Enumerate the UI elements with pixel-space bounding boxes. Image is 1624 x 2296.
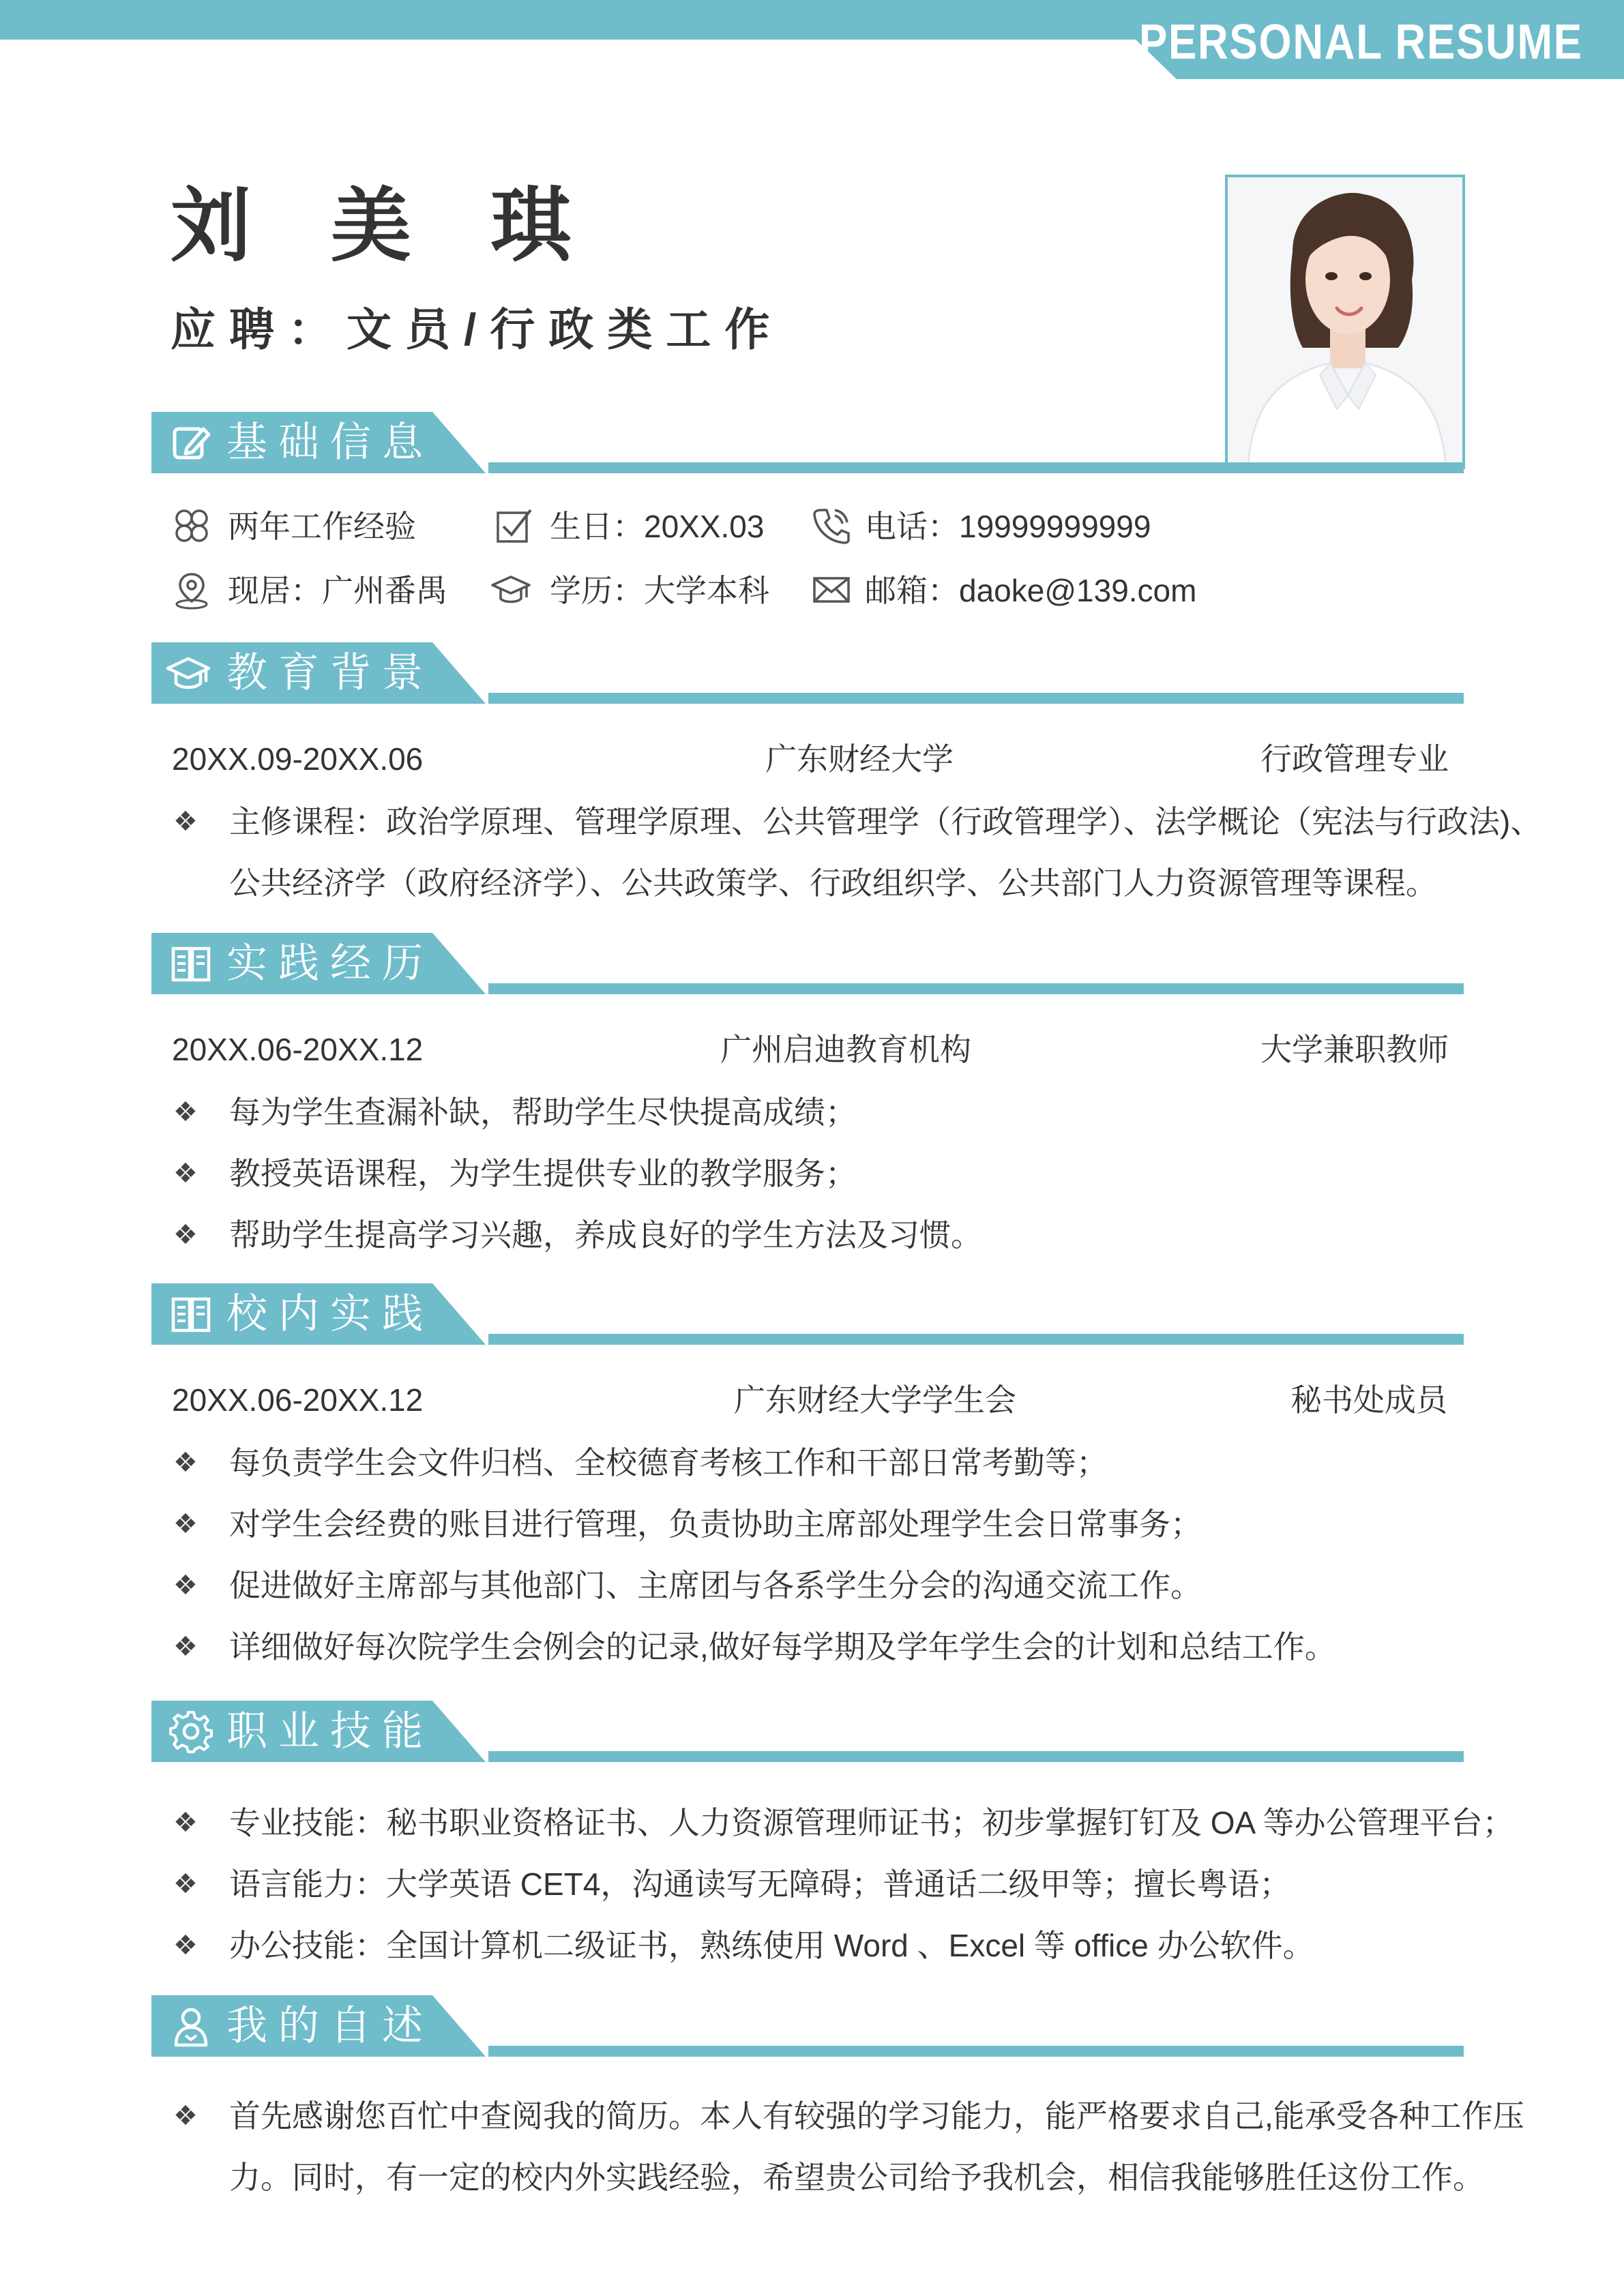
practice-item-1: 每为学生查漏补缺，帮助学生尽快提高成绩； [229, 1094, 857, 1130]
section-title-campus: 校内实践 [226, 1291, 434, 1337]
bullet-icon: ❖ [173, 1097, 198, 1127]
job-objective [171, 293, 783, 358]
section-underline-basic [488, 462, 1464, 473]
campus-role: 秘书处成员 [1290, 1382, 1447, 1418]
candidate-name: 刘 美 琪 [171, 181, 600, 271]
section-underline-campus [488, 1334, 1464, 1345]
campus-date: 20XX.06-20XX.12 [172, 1382, 424, 1418]
bullet-icon: ❖ [173, 1570, 198, 1600]
phone-icon [812, 506, 851, 546]
banner-title: PERSONAL RESUME [1139, 15, 1583, 70]
info-email: 邮箱：daoke@139.com [865, 573, 1197, 608]
education-courses-line-2: 公共经济学（政府经济学）、公共政策学、行政组织学、公共部门人力资源管理等课程。 [229, 865, 1437, 901]
info-phone: 电话：19999999999 [865, 509, 1151, 544]
section-title-basic: 基础信息 [226, 419, 434, 465]
info-experience: 两年工作经验 [228, 509, 416, 544]
checkbox-icon [494, 506, 533, 546]
education-date: 20XX.09-20XX.06 [172, 741, 424, 777]
section-title-skills: 职业技能 [226, 1708, 434, 1754]
practice-role: 大学兼职教师 [1260, 1032, 1449, 1067]
bullet-icon: ❖ [173, 807, 198, 837]
clover-icon [172, 506, 211, 546]
section-title-education: 教育背景 [226, 650, 434, 696]
bullet-icon: ❖ [173, 1869, 198, 1899]
bullet-icon: ❖ [173, 1509, 198, 1539]
bullet-icon: ❖ [173, 1220, 198, 1250]
section-title-about: 我的自述 [226, 2003, 434, 2048]
job-objective-value: 文员/行政类工作 [346, 304, 784, 355]
graduation-cap-icon [166, 652, 210, 696]
skills-item-2: 语言能力：大学英语 CET4，沟通读写无障碍；普通话二级甲等；擅长粤语； [229, 1866, 1291, 1902]
bullet-icon: ❖ [173, 1632, 198, 1662]
person-icon [169, 2004, 213, 2048]
edit-icon [169, 421, 213, 464]
section-underline-about [488, 2046, 1464, 2057]
section-underline-practice [488, 983, 1464, 994]
about-line-1: 首先感谢您百忙中查阅我的简历。本人有较强的学习能力，能严格要求自己,能承受各种工作压 [229, 2098, 1524, 2134]
skills-item-3: 办公技能：全国计算机二级证书，熟练使用 Word 、Excel 等 office 办公软件。 [229, 1928, 1314, 1963]
info-education: 学历：大学本科 [550, 573, 769, 608]
campus-item-1: 每负责学生会文件归档、全校德育考核工作和干部日常考勤等； [229, 1445, 1108, 1480]
campus-item-4: 详细做好每次院学生会例会的记录,做好每学期及学年学生会的计划和总结工作。 [229, 1629, 1336, 1665]
campus-item-3: 促进做好主席部与其他部门、主席团与各系学生分会的沟通交流工作。 [229, 1568, 1202, 1603]
info-birthday: 生日：20XX.03 [550, 509, 765, 544]
about-line-2: 力。同时，有一定的校内外实践经验，希望贵公司给予我机会，相信我能够胜任这份工作。 [229, 2160, 1484, 2195]
education-school: 广东财经大学 [765, 741, 954, 777]
practice-item-3: 帮助学生提高学习兴趣，养成良好的学生方法及习惯。 [229, 1217, 982, 1253]
bullet-icon: ❖ [173, 2101, 198, 2131]
bullet-icon: ❖ [173, 1159, 198, 1189]
section-title-practice: 实践经历 [226, 940, 434, 986]
practice-org: 广州启迪教育机构 [720, 1032, 971, 1067]
graduation-cap-icon [491, 570, 531, 610]
practice-item-2: 教授英语课程，为学生提供专业的教学服务； [229, 1156, 857, 1191]
bullet-icon: ❖ [173, 1930, 198, 1960]
skills-item-1: 专业技能：秘书职业资格证书、人力资源管理师证书；初步掌握钉钉及 OA 等办公管理平台； [229, 1805, 1514, 1840]
location-icon [172, 570, 211, 610]
practice-date: 20XX.06-20XX.12 [172, 1032, 424, 1067]
campus-org: 广东财经大学学生会 [734, 1382, 1016, 1418]
education-courses-line-1: 主修课程：政治学原理、管理学原理、公共管理学（行政管理学）、法学概论（宪法与行政法)、 [229, 804, 1542, 839]
bullet-icon: ❖ [173, 1808, 198, 1838]
info-location: 现居：广州番禺 [228, 573, 447, 608]
book-icon [169, 1292, 213, 1336]
bullet-icon: ❖ [173, 1448, 198, 1478]
section-underline-skills [488, 1751, 1464, 1762]
section-underline-education [488, 693, 1464, 704]
education-major: 行政管理专业 [1260, 741, 1449, 777]
mail-icon [812, 570, 851, 610]
gear-icon [169, 1710, 213, 1753]
book-icon [169, 942, 213, 985]
job-objective-label: 应聘： [171, 304, 346, 355]
portrait-photo [1228, 177, 1462, 466]
profile-photo [1225, 175, 1465, 469]
campus-item-2: 对学生会经费的账目进行管理，负责协助主席部处理学生会日常事务； [229, 1506, 1202, 1542]
